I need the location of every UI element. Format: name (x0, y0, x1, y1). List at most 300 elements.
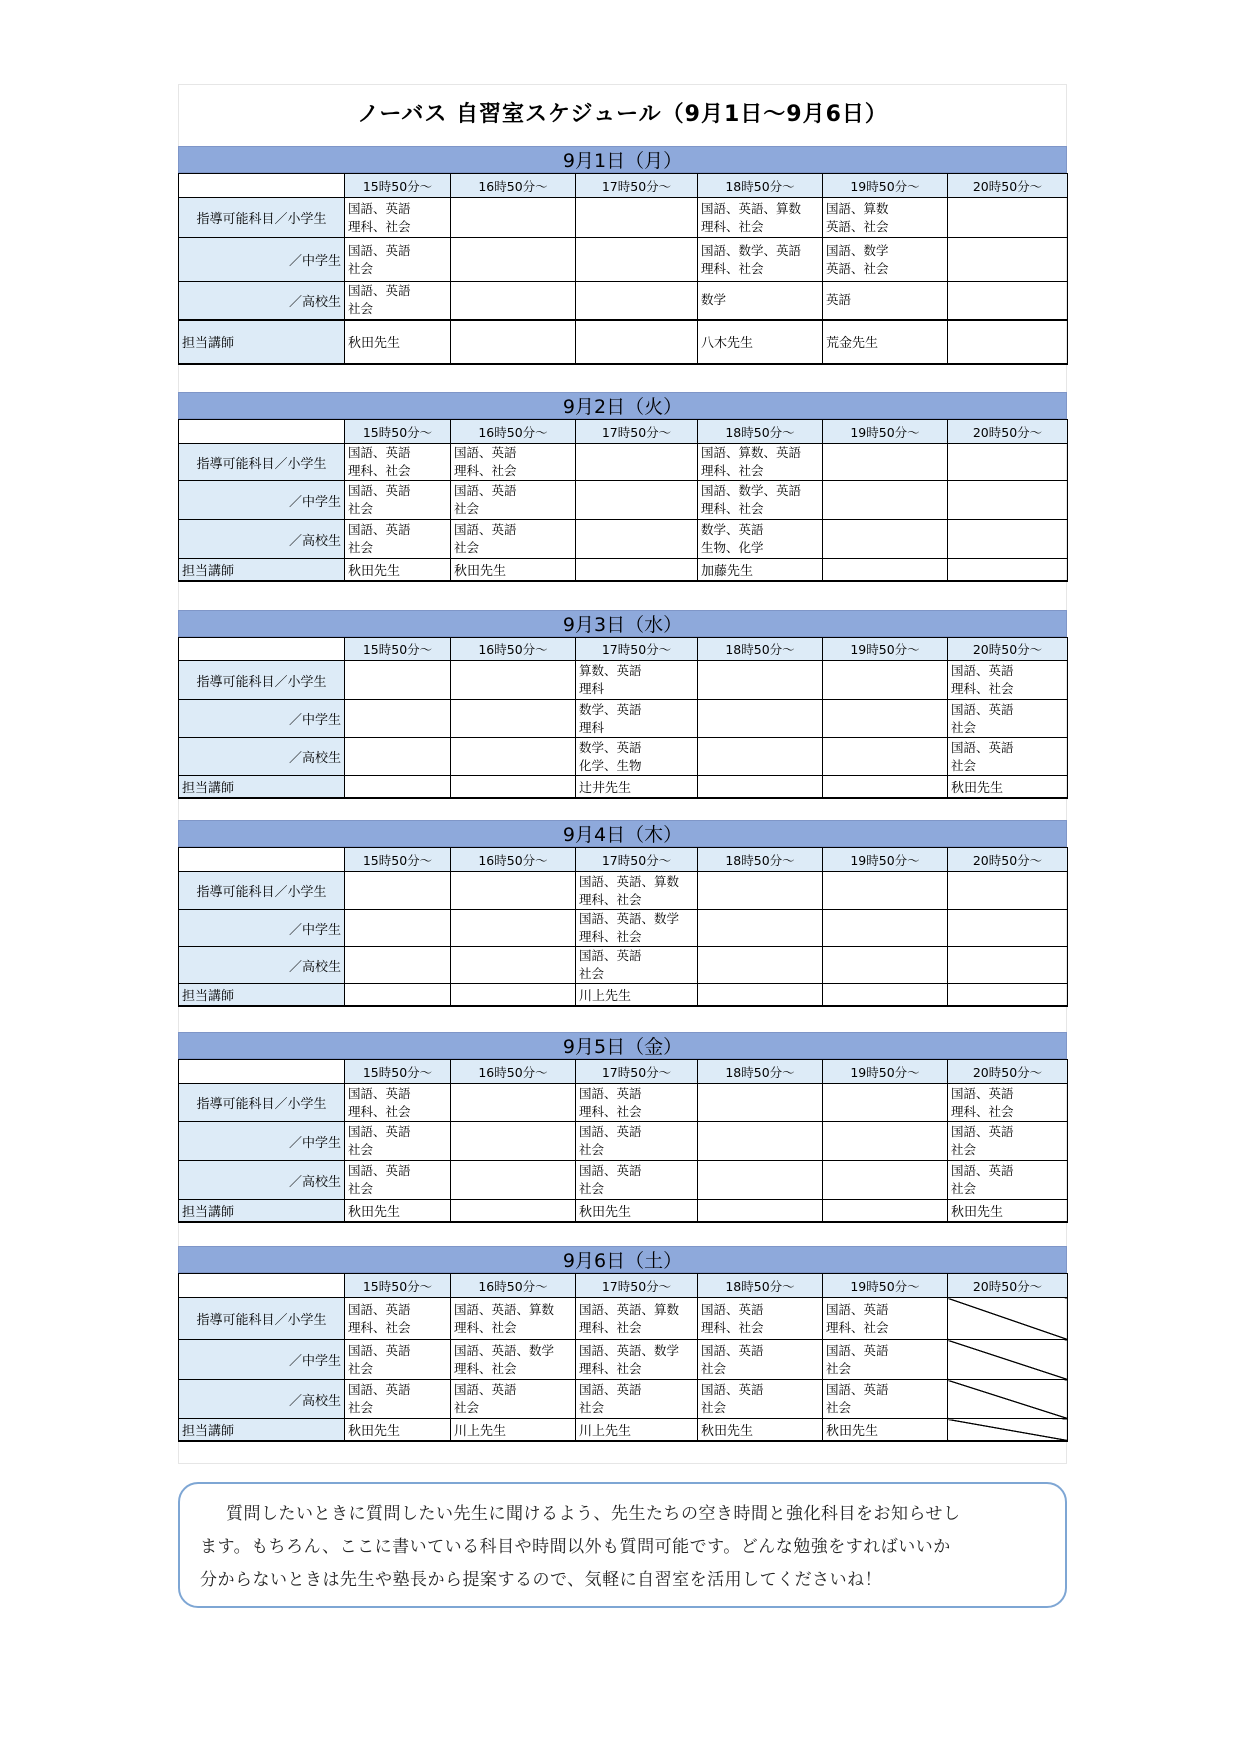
subject-line: 理科、社会 (579, 891, 642, 907)
row-label: 指導可能科目／小学生 (179, 444, 345, 481)
subject-line: 国語、英語 (348, 522, 411, 537)
subject-line: 理科、社会 (701, 501, 764, 516)
schedule-table (178, 637, 1068, 799)
teacher-row (179, 320, 1068, 364)
teacher-cell (698, 984, 823, 1006)
subject-cell (698, 1380, 823, 1419)
subject-line: 国語、英語 (579, 1163, 642, 1178)
subject-cell (823, 700, 948, 738)
subject-cell (451, 738, 576, 776)
subject-cell (451, 910, 576, 947)
subject-line: 理科、社会 (951, 681, 1014, 696)
time-slot-header: 15時50分～ (345, 1060, 451, 1084)
subject-line: 数学 (701, 292, 727, 308)
row-label: ／中学生 (179, 238, 345, 282)
subject-cell (698, 198, 823, 238)
time-slot-header: 16時50分～ (451, 420, 576, 444)
subject-cell (576, 1340, 698, 1380)
subject-cell (451, 661, 576, 700)
subject-cell (451, 1380, 576, 1419)
time-slot-header: 19時50分～ (823, 1060, 948, 1084)
teacher-cell (823, 1200, 948, 1222)
teacher-cell: 八木先生 (698, 320, 823, 364)
subject-line: 国語、英語、数学 (454, 1342, 555, 1358)
subject-cell (576, 1084, 698, 1122)
row-label: 担当講師 (179, 1200, 345, 1222)
subject-line: 英語、社会 (826, 218, 889, 234)
time-slot-header: 19時50分～ (823, 174, 948, 198)
subject-line: 理科 (579, 719, 605, 735)
subject-line: 国語、英語 (348, 445, 411, 460)
subject-line: 理科、社会 (701, 260, 764, 276)
subject-line: 国語、英語 (348, 283, 411, 299)
subject-cell (948, 1161, 1068, 1200)
subject-cell (948, 198, 1068, 238)
subject-line: 社会 (826, 1360, 852, 1376)
teacher-cell: 秋田先生 (345, 559, 451, 581)
subject-line: 国語、英語、数学 (579, 1342, 680, 1358)
subject-line: 国語、英語 (701, 1301, 764, 1317)
teacher-cell (345, 776, 451, 798)
subject-line: 理科、社会 (826, 1319, 889, 1335)
day-block (178, 610, 1067, 799)
time-slot-header: 18時50分～ (698, 848, 823, 872)
page-title: ノーバス 自習室スケジュール（9月1日～9月6日） (357, 102, 888, 127)
subject-cell (451, 1084, 576, 1122)
subject-cell (345, 910, 451, 947)
row-label: ／中学生 (179, 1122, 345, 1161)
subject-line: 国語、英語 (454, 483, 517, 498)
subject-line: 理科、社会 (579, 929, 642, 944)
subject-line: 国語、英語、算数 (701, 200, 802, 216)
time-slot-header: 17時50分～ (576, 174, 698, 198)
subject-cell (948, 1380, 1068, 1419)
subject-line: 英語、社会 (826, 260, 889, 276)
high-row (179, 520, 1068, 559)
teacher-cell: 川上先生 (576, 984, 698, 1006)
subject-line: 理科、社会 (951, 1103, 1014, 1119)
row-label: ／中学生 (179, 1340, 345, 1380)
time-slot-header: 19時50分～ (823, 848, 948, 872)
subject-cell (698, 1161, 823, 1200)
middle-row (179, 910, 1068, 947)
corner-cell (179, 638, 345, 661)
time-slot-header: 16時50分～ (451, 1274, 576, 1298)
teacher-cell (451, 320, 576, 364)
subject-cell (823, 282, 948, 320)
subject-line: 数学、英語 (579, 701, 642, 717)
subject-line: 社会 (579, 1181, 605, 1196)
subject-cell (948, 481, 1068, 520)
subject-cell (698, 1122, 823, 1161)
subject-line: 国語、英語、算数 (579, 873, 680, 889)
high-row (179, 1161, 1068, 1200)
row-label: ／高校生 (179, 1161, 345, 1200)
teacher-cell: 秋田先生 (948, 776, 1068, 798)
high-row (179, 282, 1068, 320)
row-label: ／高校生 (179, 947, 345, 984)
subject-cell (345, 1161, 451, 1200)
notice-line-2: ます。もちろん、ここに書いている科目や時間以外も質問可能です。どんな勉強をすればいいか (200, 1537, 951, 1557)
row-label: ／高校生 (179, 520, 345, 559)
subject-cell (576, 661, 698, 700)
subject-cell (451, 1340, 576, 1380)
row-label: 指導可能科目／小学生 (179, 198, 345, 238)
subject-cell (698, 481, 823, 520)
subject-cell (948, 910, 1068, 947)
high-row (179, 1380, 1068, 1419)
subject-line: 社会 (348, 1181, 374, 1196)
subject-cell (451, 444, 576, 481)
time-slot-header: 19時50分～ (823, 638, 948, 661)
subject-cell (698, 282, 823, 320)
subject-cell (698, 700, 823, 738)
subject-line: 理科、社会 (579, 1360, 642, 1376)
teacher-row (179, 984, 1068, 1006)
teacher-cell (451, 984, 576, 1006)
subject-line: 社会 (348, 1400, 374, 1415)
subject-line: 理科、社会 (348, 218, 411, 234)
time-header-row (179, 848, 1068, 872)
subject-cell (948, 700, 1068, 738)
subject-cell (948, 1122, 1068, 1161)
row-label: 指導可能科目／小学生 (179, 872, 345, 910)
subject-cell (451, 238, 576, 282)
subject-cell (948, 947, 1068, 984)
subject-line: 理科、社会 (701, 218, 764, 234)
subject-cell (698, 738, 823, 776)
subject-cell (345, 700, 451, 738)
subject-cell (451, 520, 576, 559)
subject-cell (698, 444, 823, 481)
subject-cell (576, 1122, 698, 1161)
subject-cell (698, 520, 823, 559)
subject-line: 国語、算数 (826, 200, 889, 216)
time-slot-header: 18時50分～ (698, 420, 823, 444)
subject-line: 理科、社会 (701, 1319, 764, 1335)
row-label: ／高校生 (179, 1380, 345, 1419)
subject-cell (823, 872, 948, 910)
day-block (178, 1246, 1067, 1442)
subject-line: 社会 (701, 1400, 727, 1415)
time-slot-header: 15時50分～ (345, 638, 451, 661)
teacher-cell (451, 776, 576, 798)
time-slot-header: 18時50分～ (698, 638, 823, 661)
subject-cell (948, 1084, 1068, 1122)
subject-cell (698, 910, 823, 947)
subject-cell (345, 1084, 451, 1122)
subject-cell (576, 947, 698, 984)
subject-cell (451, 1122, 576, 1161)
subject-line: 理科、社会 (348, 463, 411, 478)
subject-cell (576, 520, 698, 559)
teacher-cell: 加藤先生 (698, 559, 823, 581)
subject-line: 国語、数学 (826, 242, 889, 258)
subject-line: 国語、英語 (951, 701, 1014, 717)
day-block (178, 820, 1067, 1007)
teacher-cell: 秋田先生 (576, 1200, 698, 1222)
subject-cell (698, 947, 823, 984)
teacher-cell (698, 1200, 823, 1222)
row-label: ／中学生 (179, 910, 345, 947)
subject-cell (576, 700, 698, 738)
subject-cell (823, 1084, 948, 1122)
row-label: ／中学生 (179, 700, 345, 738)
time-slot-header: 20時50分～ (948, 638, 1068, 661)
row-label: 指導可能科目／小学生 (179, 661, 345, 700)
schedule-table (178, 1273, 1068, 1442)
subject-line: 国語、数学、英語 (701, 242, 802, 258)
subject-cell (698, 1340, 823, 1380)
row-label: ／高校生 (179, 738, 345, 776)
subject-cell (576, 282, 698, 320)
subject-line: 社会 (348, 1142, 374, 1157)
day-header: 9月6日（土） (178, 1246, 1067, 1273)
subject-cell (823, 1340, 948, 1380)
subject-line: 数学、英語 (579, 739, 642, 755)
subject-cell (345, 238, 451, 282)
row-label: ／中学生 (179, 481, 345, 520)
time-slot-header: 18時50分～ (698, 1274, 823, 1298)
subject-cell (576, 1298, 698, 1340)
subject-line: 社会 (701, 1360, 727, 1376)
schedule-table (178, 847, 1068, 1007)
subject-line: 国語、英語 (826, 1382, 889, 1397)
high-row (179, 947, 1068, 984)
row-label: 担当講師 (179, 984, 345, 1006)
time-header-row (179, 1060, 1068, 1084)
subject-line: 国語、英語 (454, 445, 517, 460)
subject-cell (451, 481, 576, 520)
subject-line: 社会 (826, 1400, 852, 1415)
day-block (178, 146, 1067, 365)
teacher-cell (345, 984, 451, 1006)
subject-cell (576, 1161, 698, 1200)
subject-cell (823, 910, 948, 947)
time-header-row (179, 174, 1068, 198)
time-slot-header: 16時50分～ (451, 1060, 576, 1084)
elementary-row (179, 198, 1068, 238)
teacher-cell: 川上先生 (451, 1419, 576, 1441)
subject-line: 社会 (454, 1400, 480, 1415)
subject-cell (451, 1161, 576, 1200)
middle-row (179, 238, 1068, 282)
teacher-cell (698, 776, 823, 798)
time-slot-header: 17時50分～ (576, 1060, 698, 1084)
time-slot-header: 20時50分～ (948, 848, 1068, 872)
subject-line: 理科、社会 (454, 1360, 517, 1376)
subject-line: 国語、数学、英語 (701, 483, 802, 498)
teacher-cell (451, 1200, 576, 1222)
subject-cell (451, 700, 576, 738)
subject-cell (345, 738, 451, 776)
subject-line: 国語、英語 (951, 1163, 1014, 1178)
subject-cell (451, 872, 576, 910)
subject-line: 社会 (951, 719, 977, 735)
subject-cell (948, 661, 1068, 700)
subject-line: 理科、社会 (454, 1319, 517, 1335)
corner-cell (179, 420, 345, 444)
day-header: 9月2日（火） (178, 392, 1067, 419)
teacher-cell (823, 984, 948, 1006)
subject-cell (698, 1298, 823, 1340)
subject-cell (823, 481, 948, 520)
time-slot-header: 16時50分～ (451, 848, 576, 872)
row-label: ／高校生 (179, 282, 345, 320)
subject-line: 社会 (348, 540, 374, 555)
subject-line: 社会 (951, 757, 977, 773)
subject-line: 理科、社会 (348, 1319, 411, 1335)
subject-line: 国語、英語 (579, 948, 642, 963)
subject-cell (451, 1298, 576, 1340)
subject-cell (345, 282, 451, 320)
subject-cell (823, 1380, 948, 1419)
subject-line: 生物、化学 (701, 540, 764, 555)
subject-cell (576, 481, 698, 520)
day-block (178, 1032, 1067, 1223)
time-header-row (179, 1274, 1068, 1298)
row-label: 担当講師 (179, 559, 345, 581)
row-label: 担当講師 (179, 1419, 345, 1441)
subject-cell (823, 661, 948, 700)
subject-line: 社会 (454, 501, 480, 516)
time-slot-header: 15時50分～ (345, 848, 451, 872)
teacher-cell: 川上先生 (576, 1419, 698, 1441)
corner-cell (179, 848, 345, 872)
row-label: 担当講師 (179, 776, 345, 798)
subject-cell (576, 238, 698, 282)
corner-cell (179, 1060, 345, 1084)
subject-cell (345, 1380, 451, 1419)
subject-line: 国語、英語 (579, 1085, 642, 1101)
day-header: 9月3日（水） (178, 610, 1067, 637)
subject-cell (576, 872, 698, 910)
teacher-cell: 秋田先生 (345, 320, 451, 364)
subject-line: 社会 (579, 1142, 605, 1157)
row-label: 担当講師 (179, 320, 345, 364)
subject-line: 国語、英語 (348, 242, 411, 258)
subject-cell (345, 520, 451, 559)
subject-line: 国語、英語 (951, 739, 1014, 755)
time-slot-header: 20時50分～ (948, 174, 1068, 198)
subject-line: 理科、社会 (454, 463, 517, 478)
subject-line: 理科 (579, 681, 605, 696)
teacher-cell: 秋田先生 (345, 1419, 451, 1441)
subject-cell (823, 947, 948, 984)
subject-cell (948, 282, 1068, 320)
subject-line: 国語、英語、数学 (579, 911, 680, 926)
subject-cell (948, 738, 1068, 776)
elementary-row (179, 444, 1068, 481)
time-slot-header: 17時50分～ (576, 848, 698, 872)
subject-cell (345, 1298, 451, 1340)
corner-cell (179, 174, 345, 198)
subject-line: 国語、英語 (454, 1382, 517, 1397)
corner-cell (179, 1274, 345, 1298)
subject-cell (948, 1298, 1068, 1340)
time-slot-header: 17時50分～ (576, 1274, 698, 1298)
subject-line: 社会 (579, 1400, 605, 1415)
teacher-cell: 秋田先生 (823, 1419, 948, 1441)
subject-line: 社会 (951, 1181, 977, 1196)
teacher-cell (948, 559, 1068, 581)
day-header: 9月1日（月） (178, 146, 1067, 173)
day-block (178, 392, 1067, 582)
subject-line: 社会 (454, 540, 480, 555)
subject-cell (948, 238, 1068, 282)
subject-line: 理科、社会 (348, 1103, 411, 1119)
subject-cell (345, 1122, 451, 1161)
subject-cell (948, 520, 1068, 559)
schedule-table (178, 173, 1068, 365)
subject-cell (823, 238, 948, 282)
subject-line: 国語、英語 (826, 1342, 889, 1358)
teacher-cell (576, 320, 698, 364)
time-slot-header: 19時50分～ (823, 420, 948, 444)
subject-cell (345, 198, 451, 238)
elementary-row (179, 661, 1068, 700)
teacher-cell (823, 776, 948, 798)
subject-cell (823, 738, 948, 776)
subject-cell (823, 1122, 948, 1161)
row-label: 指導可能科目／小学生 (179, 1298, 345, 1340)
teacher-row (179, 559, 1068, 581)
middle-row (179, 1340, 1068, 1380)
subject-line: 国語、英語 (348, 1342, 411, 1358)
subject-cell (698, 1084, 823, 1122)
subject-line: 国語、英語 (579, 1124, 642, 1139)
subject-cell (698, 872, 823, 910)
subject-line: 国語、英語 (348, 1163, 411, 1178)
time-slot-header: 17時50分～ (576, 420, 698, 444)
subject-line: 理科、社会 (579, 1103, 642, 1119)
time-header-row (179, 638, 1068, 661)
schedule-table (178, 1059, 1068, 1223)
subject-line: 国語、英語 (348, 483, 411, 498)
subject-cell (345, 1340, 451, 1380)
time-slot-header: 15時50分～ (345, 420, 451, 444)
subject-cell (345, 947, 451, 984)
subject-line: 国語、英語 (951, 663, 1014, 678)
time-slot-header: 16時50分～ (451, 174, 576, 198)
subject-cell (948, 872, 1068, 910)
subject-cell (823, 1298, 948, 1340)
row-label: 指導可能科目／小学生 (179, 1084, 345, 1122)
subject-line: 国語、算数、英語 (701, 445, 802, 460)
subject-cell (576, 198, 698, 238)
middle-row (179, 481, 1068, 520)
teacher-cell (948, 984, 1068, 1006)
time-slot-header: 20時50分～ (948, 420, 1068, 444)
subject-cell (451, 947, 576, 984)
subject-cell (823, 520, 948, 559)
notice-box (178, 1482, 1067, 1608)
subject-line: 国語、英語 (348, 1301, 411, 1317)
day-header: 9月4日（木） (178, 820, 1067, 847)
subject-line: 国語、英語、算数 (579, 1301, 680, 1317)
teacher-row (179, 1200, 1068, 1222)
notice-line-1: 質問したいときに質問したい先生に聞けるよう、先生たちの空き時間と強化科目をお知らせし (226, 1504, 961, 1524)
subject-cell (823, 198, 948, 238)
subject-line: 算数、英語 (579, 663, 642, 678)
subject-cell (698, 238, 823, 282)
teacher-cell: 秋田先生 (698, 1419, 823, 1441)
subject-cell (451, 282, 576, 320)
teacher-cell: 秋田先生 (451, 559, 576, 581)
teacher-row (179, 1419, 1068, 1441)
subject-cell (698, 661, 823, 700)
teacher-cell: 辻井先生 (576, 776, 698, 798)
